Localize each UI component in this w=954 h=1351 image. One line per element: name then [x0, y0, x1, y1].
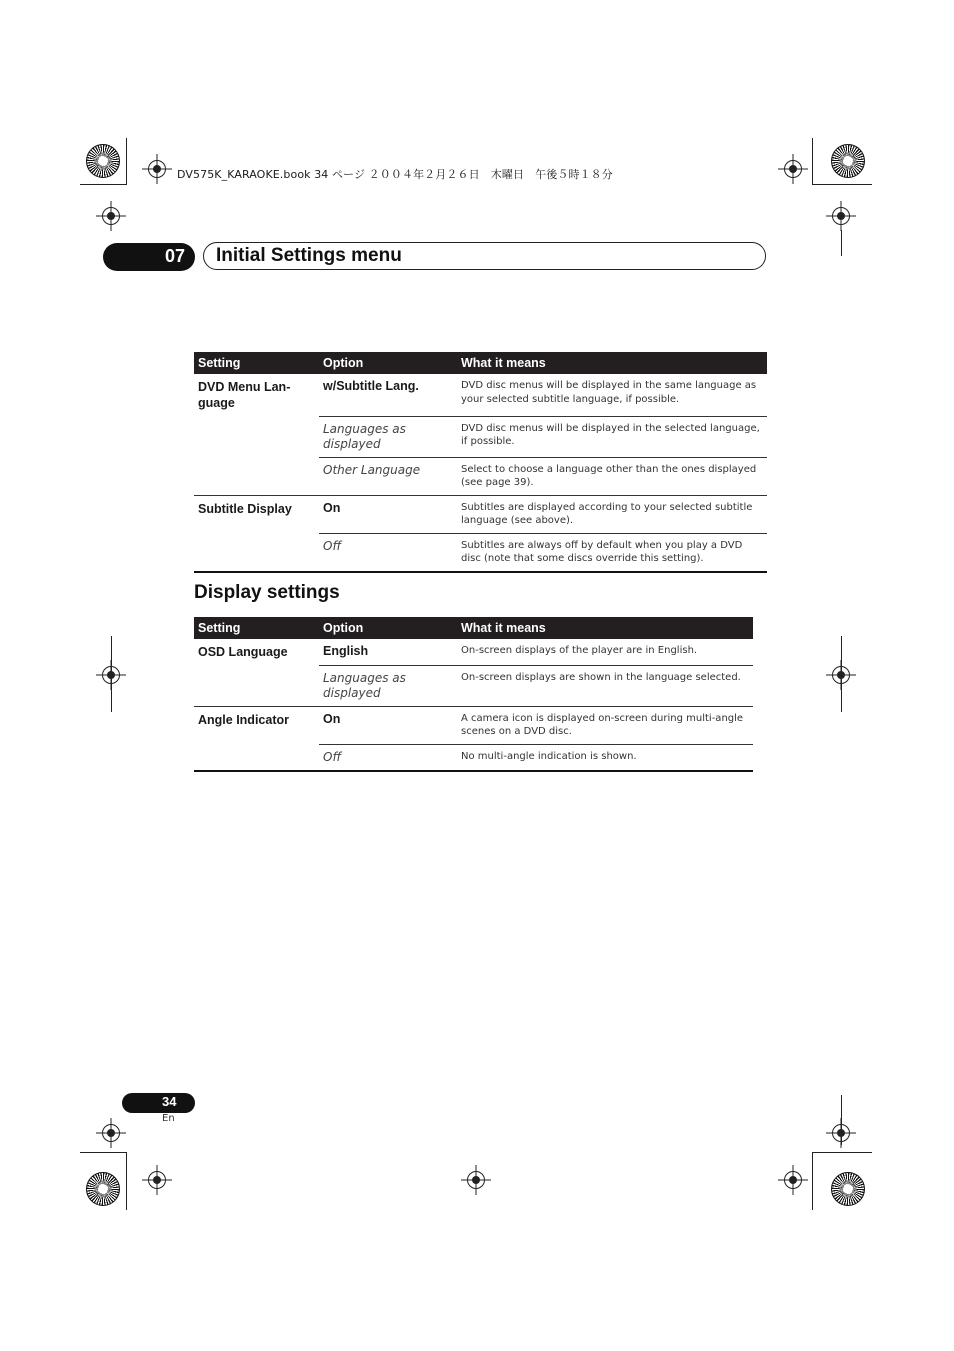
option-description: Select to choose a language other than the ones displayed (see page 39).: [457, 457, 767, 495]
section-heading: Display settings: [194, 582, 340, 603]
crosshair-icon: [784, 1171, 802, 1189]
column-header-meaning: What it means: [457, 352, 767, 374]
page-number-badge: [122, 1093, 195, 1113]
crosshair-icon: [784, 160, 802, 178]
setting-name: [194, 744, 319, 771]
option-description: Subtitles are displayed according to your selected subtitle language (see above).: [457, 495, 767, 533]
option-name: Languages as displayed: [319, 416, 457, 457]
crop-mark: [80, 1152, 127, 1153]
page-language: En: [162, 1113, 175, 1124]
option-description: On-screen displays of the player are in English.: [461, 645, 698, 656]
crosshair-icon: [467, 1171, 485, 1189]
table-header-row: [194, 617, 753, 639]
chapter-title-box: [203, 242, 766, 270]
table-row: [194, 744, 753, 771]
page-number: 34: [162, 1094, 177, 1109]
setting-name: [194, 533, 319, 572]
table-row: [194, 457, 767, 495]
option-name: Languages as displayed: [319, 665, 457, 706]
chapter-title: Initial Settings menu: [216, 245, 402, 266]
table-row: [194, 665, 753, 706]
option-name: On: [319, 706, 457, 744]
option-description: A camera icon is displayed on-screen during multi-angle scenes on a DVD disc.: [457, 706, 753, 744]
setting-name: Angle Indicator: [194, 706, 319, 744]
crop-mark: [111, 636, 112, 712]
option-description: DVD disc menus will be displayed in the same language as your selected subtitle language, if possible.: [461, 380, 757, 405]
option-description: Subtitles are always off by default when you play a DVD disc (note that some discs override this setting).: [457, 533, 767, 572]
crosshair-icon: [102, 207, 120, 225]
table-header-row: [194, 352, 767, 374]
registration-sunburst-icon: [86, 1172, 120, 1206]
table-row: [194, 416, 767, 457]
setting-name: [194, 416, 319, 457]
setting-name: [194, 665, 319, 706]
crop-mark: [841, 636, 842, 712]
option-description: DVD disc menus will be displayed in the selected language, if possible.: [457, 416, 767, 457]
setting-name: OSD Language: [198, 645, 288, 659]
crosshair-icon: [102, 1124, 120, 1142]
option-description: No multi-angle indication is shown.: [457, 744, 753, 771]
option-description: On-screen displays are shown in the language selected.: [457, 665, 753, 706]
crop-mark: [126, 138, 127, 185]
setting-name: DVD Menu Lan- guage: [198, 380, 291, 410]
table-row: [194, 639, 753, 665]
crop-mark: [812, 1152, 872, 1153]
file-header: DV575K_KARAOKE.book 34 ページ ２００４年２月２６日 木曜日 午後５時１８分: [177, 168, 613, 181]
crosshair-icon: [148, 160, 166, 178]
table-row: [194, 374, 767, 416]
crop-mark: [126, 1152, 127, 1210]
setting-name: Subtitle Display: [194, 495, 319, 533]
crop-mark: [841, 230, 842, 256]
column-header-setting: Setting: [194, 617, 319, 639]
column-header-option: Option: [319, 352, 457, 374]
registration-sunburst-icon: [86, 144, 120, 178]
crosshair-icon: [148, 1171, 166, 1189]
option-name: Off: [319, 744, 457, 771]
column-header-meaning: What it means: [457, 617, 753, 639]
option-name: w/Subtitle Lang.: [323, 379, 419, 393]
crop-mark: [812, 184, 872, 185]
crop-mark: [841, 1095, 842, 1145]
option-name: English: [323, 644, 369, 658]
crop-mark: [80, 184, 127, 185]
column-header-setting: Setting: [194, 352, 319, 374]
option-name: Other Language: [319, 457, 457, 495]
table-row: [194, 706, 753, 744]
crop-mark: [812, 1152, 813, 1210]
setting-name: [194, 457, 319, 495]
crop-mark: [812, 138, 813, 185]
crosshair-icon: [832, 207, 850, 225]
table-row: [194, 495, 767, 533]
registration-sunburst-icon: [831, 1172, 865, 1206]
option-name: On: [319, 495, 457, 533]
chapter-badge: [103, 243, 195, 271]
settings-table-language: [194, 352, 767, 573]
table-row: [194, 533, 767, 572]
chapter-number: 07: [164, 246, 185, 266]
option-name: Off: [319, 533, 457, 572]
registration-sunburst-icon: [831, 144, 865, 178]
settings-table-display: [194, 617, 753, 772]
column-header-option: Option: [319, 617, 457, 639]
